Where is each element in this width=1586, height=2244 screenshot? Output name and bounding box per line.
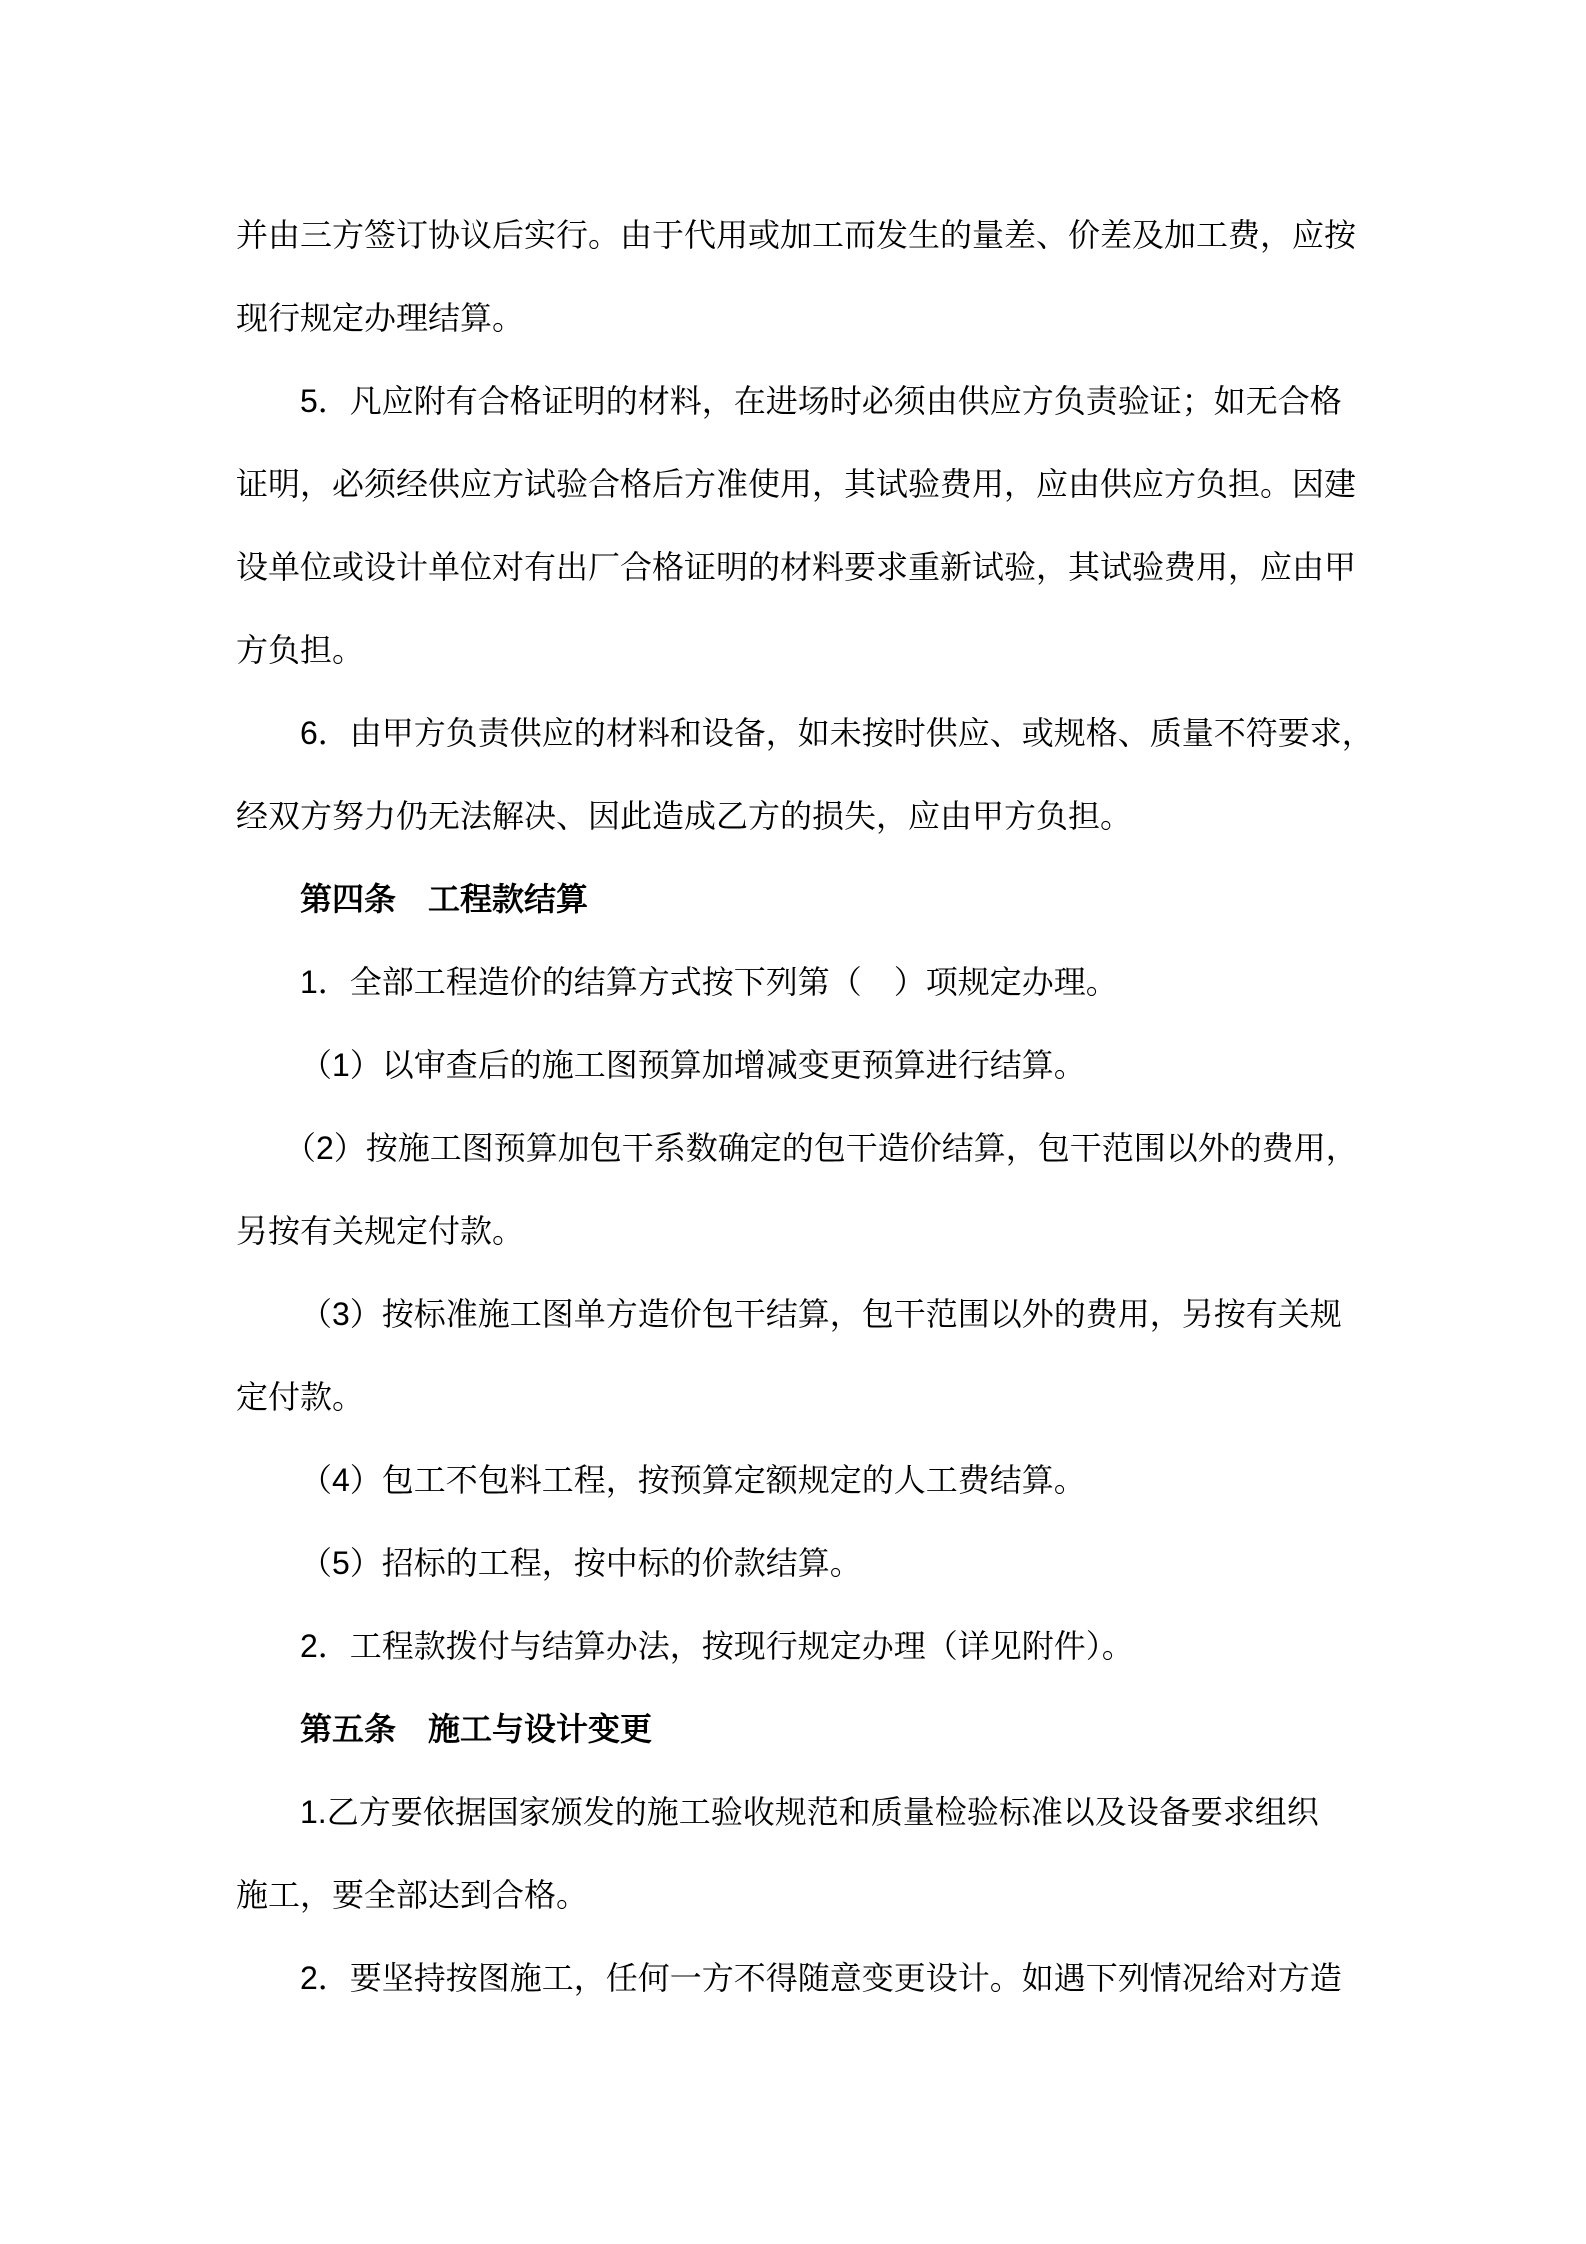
text-line: （5）招标的工程，按中标的价款结算。 [300, 1545, 862, 1581]
text-line: 6．由甲方负责供应的材料和设备，如未按时供应、或规格、质量不符要求， [300, 715, 1374, 751]
text-line: 2．要坚持按图施工，任何一方不得随意变更设计。如遇下列情况给对方造 [300, 1960, 1342, 1996]
document-text [236, 194, 1374, 2020]
text-line: 经双方努力仍无法解决、因此造成乙方的损失，应由甲方负担。 [236, 798, 1133, 834]
text-line: （3）按标准施工图单方造价包干结算，包干范围以外的费用，另按有关规 [300, 1296, 1342, 1332]
text-line: 定付款。 [236, 1379, 365, 1415]
text-line: 施工，要全部达到合格。 [236, 1877, 589, 1913]
section-heading: 第四条 工程款结算 [300, 881, 589, 917]
text-line: 设单位或设计单位对有出厂合格证明的材料要求重新试验，其试验费用，应由甲 [236, 549, 1357, 585]
text-line: 1．全部工程造价的结算方式按下列第（ ）项规定办理。 [300, 964, 1118, 1000]
text-line: （2）按施工图预算加包干系数确定的包干造价结算，包干范围以外的费用， [284, 1130, 1358, 1166]
text-line: 5．凡应附有合格证明的材料，在进场时必须由供应方负责验证；如无合格 [300, 383, 1342, 419]
text-line: 并由三方签订协议后实行。由于代用或加工而发生的量差、价差及加工费，应按 [236, 217, 1357, 253]
text-line: 另按有关规定付款。 [236, 1213, 525, 1249]
text-line: （1）以审查后的施工图预算加增减变更预算进行结算。 [300, 1047, 1086, 1083]
text-line: 方负担。 [236, 632, 365, 668]
text-line: （4）包工不包料工程，按预算定额规定的人工费结算。 [300, 1462, 1086, 1498]
text-line: 1.乙方要依据国家颁发的施工验收规范和质量检验标准以及设备要求组织 [300, 1794, 1319, 1830]
text-line: 证明，必须经供应方试验合格后方准使用，其试验费用，应由供应方负担。因建 [236, 466, 1357, 502]
text-line: 2．工程款拨付与结算办法，按现行规定办理（详见附件）。 [300, 1628, 1134, 1664]
text-line: 现行规定办理结算。 [236, 300, 525, 336]
section-heading: 第五条 施工与设计变更 [300, 1711, 653, 1747]
